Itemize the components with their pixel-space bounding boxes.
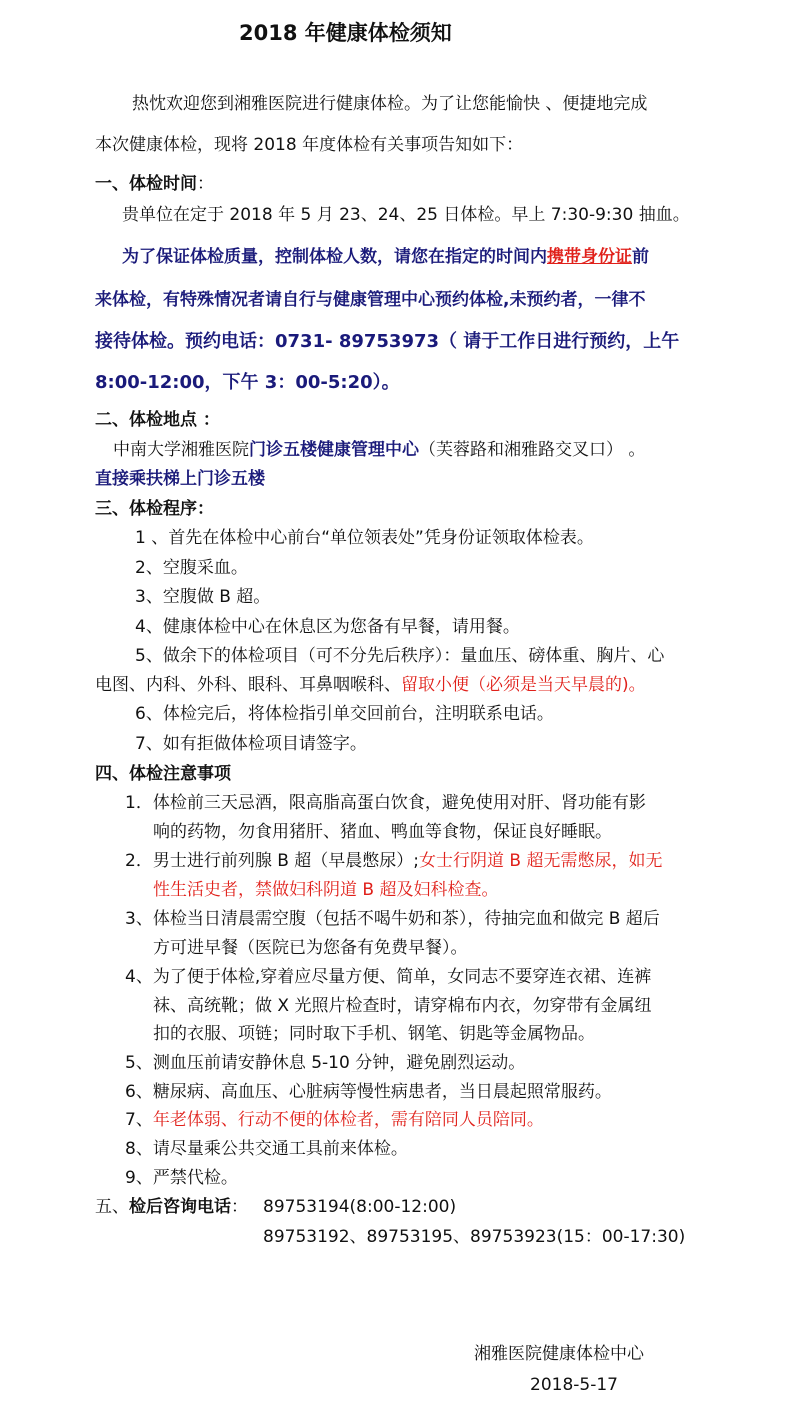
note-item-cont: 方可进早餐（医院已为您备有免费早餐）。 [153,938,468,958]
notice-line-3: 接待体检。预约电话：0731- 89753973（ 请于工作日进行预约，上午 [95,331,680,352]
intersection: （芙蓉路和湘雅路交叉口） 。 [419,440,646,460]
note-item [125,1112,544,1129]
hospital-name: 中南大学湘雅医院 [113,440,249,460]
floor-text: 门诊五楼 [197,469,265,489]
procedure-item: 5、做余下的体检项目（可不分先后秩序）：量血压、磅体重、胸片、心 [135,646,665,666]
signature-org: 湘雅医院健康体检中心 [474,1344,644,1364]
note-item-cont: 性生活史者，禁做妇科阴道 B 超及妇科检查。 [153,880,499,900]
section-5-heading [95,1199,248,1216]
intro-line-1: 热忱欢迎您到湘雅医院进行健康体检。为了让您能愉快 、便捷地完成 [132,94,648,114]
note-item: 5、测血压前请安静休息 5-10 分钟，避免剧烈运动。 [125,1053,526,1073]
direct-text: 直接乘扶梯上 [95,469,197,489]
phone-morning: 89753194(8:00-12:00) [263,1197,457,1217]
phone-afternoon: 89753192、89753195、89753923(15：00-17:30) [263,1227,686,1247]
location-line [113,442,645,459]
section-1-colon: ： [197,174,214,194]
notice-line-4: 8:00-12:00，下午 3：00-5:20）。 [95,372,400,393]
exam-list: 电图、内科、外科、眼科、耳鼻咽喉科、 [95,675,401,695]
bring-id-highlight: 携带身份证 [547,247,632,267]
signature-date: 2018-5-17 [530,1375,618,1395]
procedure-item: 1 、首先在体检中心前台“单位领表处”凭身份证领取体检表。 [135,528,594,548]
female-note: 女士行阴道 B 超无需憋尿，如无 [419,851,663,871]
section-1-heading [95,176,214,193]
note-item: 9、严禁代检。 [125,1168,238,1188]
note-item-cont: 袜、高统靴；做 X 光照片检查时，请穿棉布内衣，勿穿带有金属纽 [153,996,652,1016]
section-1-title: 一、体检时间 [95,174,197,194]
section-3-heading: 三、体检程序： [95,499,214,519]
direct-line [95,471,265,488]
section-5-title: 检后咨询电话 [129,1197,231,1217]
procedure-item: 2、空腹采血。 [135,558,248,578]
notice-text: 为了保证体检质量，控制体检人数，请您在指定的时间内 [122,247,547,267]
note-item: 3、体检当日清晨需空腹（包括不喝牛奶和茶），待抽完血和做完 B 超后 [125,909,660,929]
note-item: 8、请尽量乘公共交通工具前来体检。 [125,1139,408,1159]
notice-text-end: 前 [632,247,649,267]
procedure-item: 4、健康体检中心在休息区为您备有早餐，请用餐。 [135,617,520,637]
note-item-cont: 响的药物，勿食用猪肝、猪血、鸭血等食物，保证良好睡眠。 [153,822,612,842]
note-item: 4、为了便于体检,穿着应尽量方便、简单，女同志不要穿连衣裙、连裤 [125,967,652,987]
center-name: 门诊五楼健康管理中心 [249,440,419,460]
exam-time: 贵单位在定于 2018 年 5 月 23、24、25 日体检。早上 7:30-9:30 抽血。 [122,205,690,225]
intro-line-2: 本次健康体检，现将 2018 年度体检有关事项告知如下： [95,135,524,155]
section-4-heading: 四、体检注意事项 [95,764,231,784]
procedure-item-cont [95,677,646,694]
notice-line-2: 来体检，有特殊情况者请自行与健康管理中心预约体检,未预约者，一律不 [95,290,646,310]
notice-line-1 [122,249,649,266]
section-5-number: 五、 [95,1197,129,1217]
elderly-note: 年老体弱、行动不便的体检者，需有陪同人员陪同。 [152,1110,544,1130]
page-title: 2018 年健康体检须知 [239,21,452,45]
procedure-item: 7、如有拒做体检项目请签字。 [135,734,367,754]
note-item-cont: 扣的衣服、项链；同时取下手机、钢笔、钥匙等金属物品。 [153,1024,595,1044]
note-item [125,853,663,870]
section-2-heading: 二、体检地点 ： [95,410,220,430]
section-5-colon: ： [231,1197,248,1217]
note-item: 1．体检前三天忌酒，限高脂高蛋白饮食，避免使用对肝、肾功能有影 [125,793,646,813]
note-item: 6、糖尿病、高血压、心脏病等慢性病患者，当日晨起照常服药。 [125,1082,612,1102]
procedure-item: 6、体检完后，将体检指引单交回前台，注明联系电话。 [135,704,554,724]
note-number: 7、 [125,1110,153,1130]
male-note: 2．男士进行前列腺 B 超（早晨憋尿）; [125,851,420,871]
procedure-item: 3、空腹做 B 超。 [135,587,271,607]
urine-sample-note: 留取小便（必须是当天早晨的)。 [401,675,646,695]
